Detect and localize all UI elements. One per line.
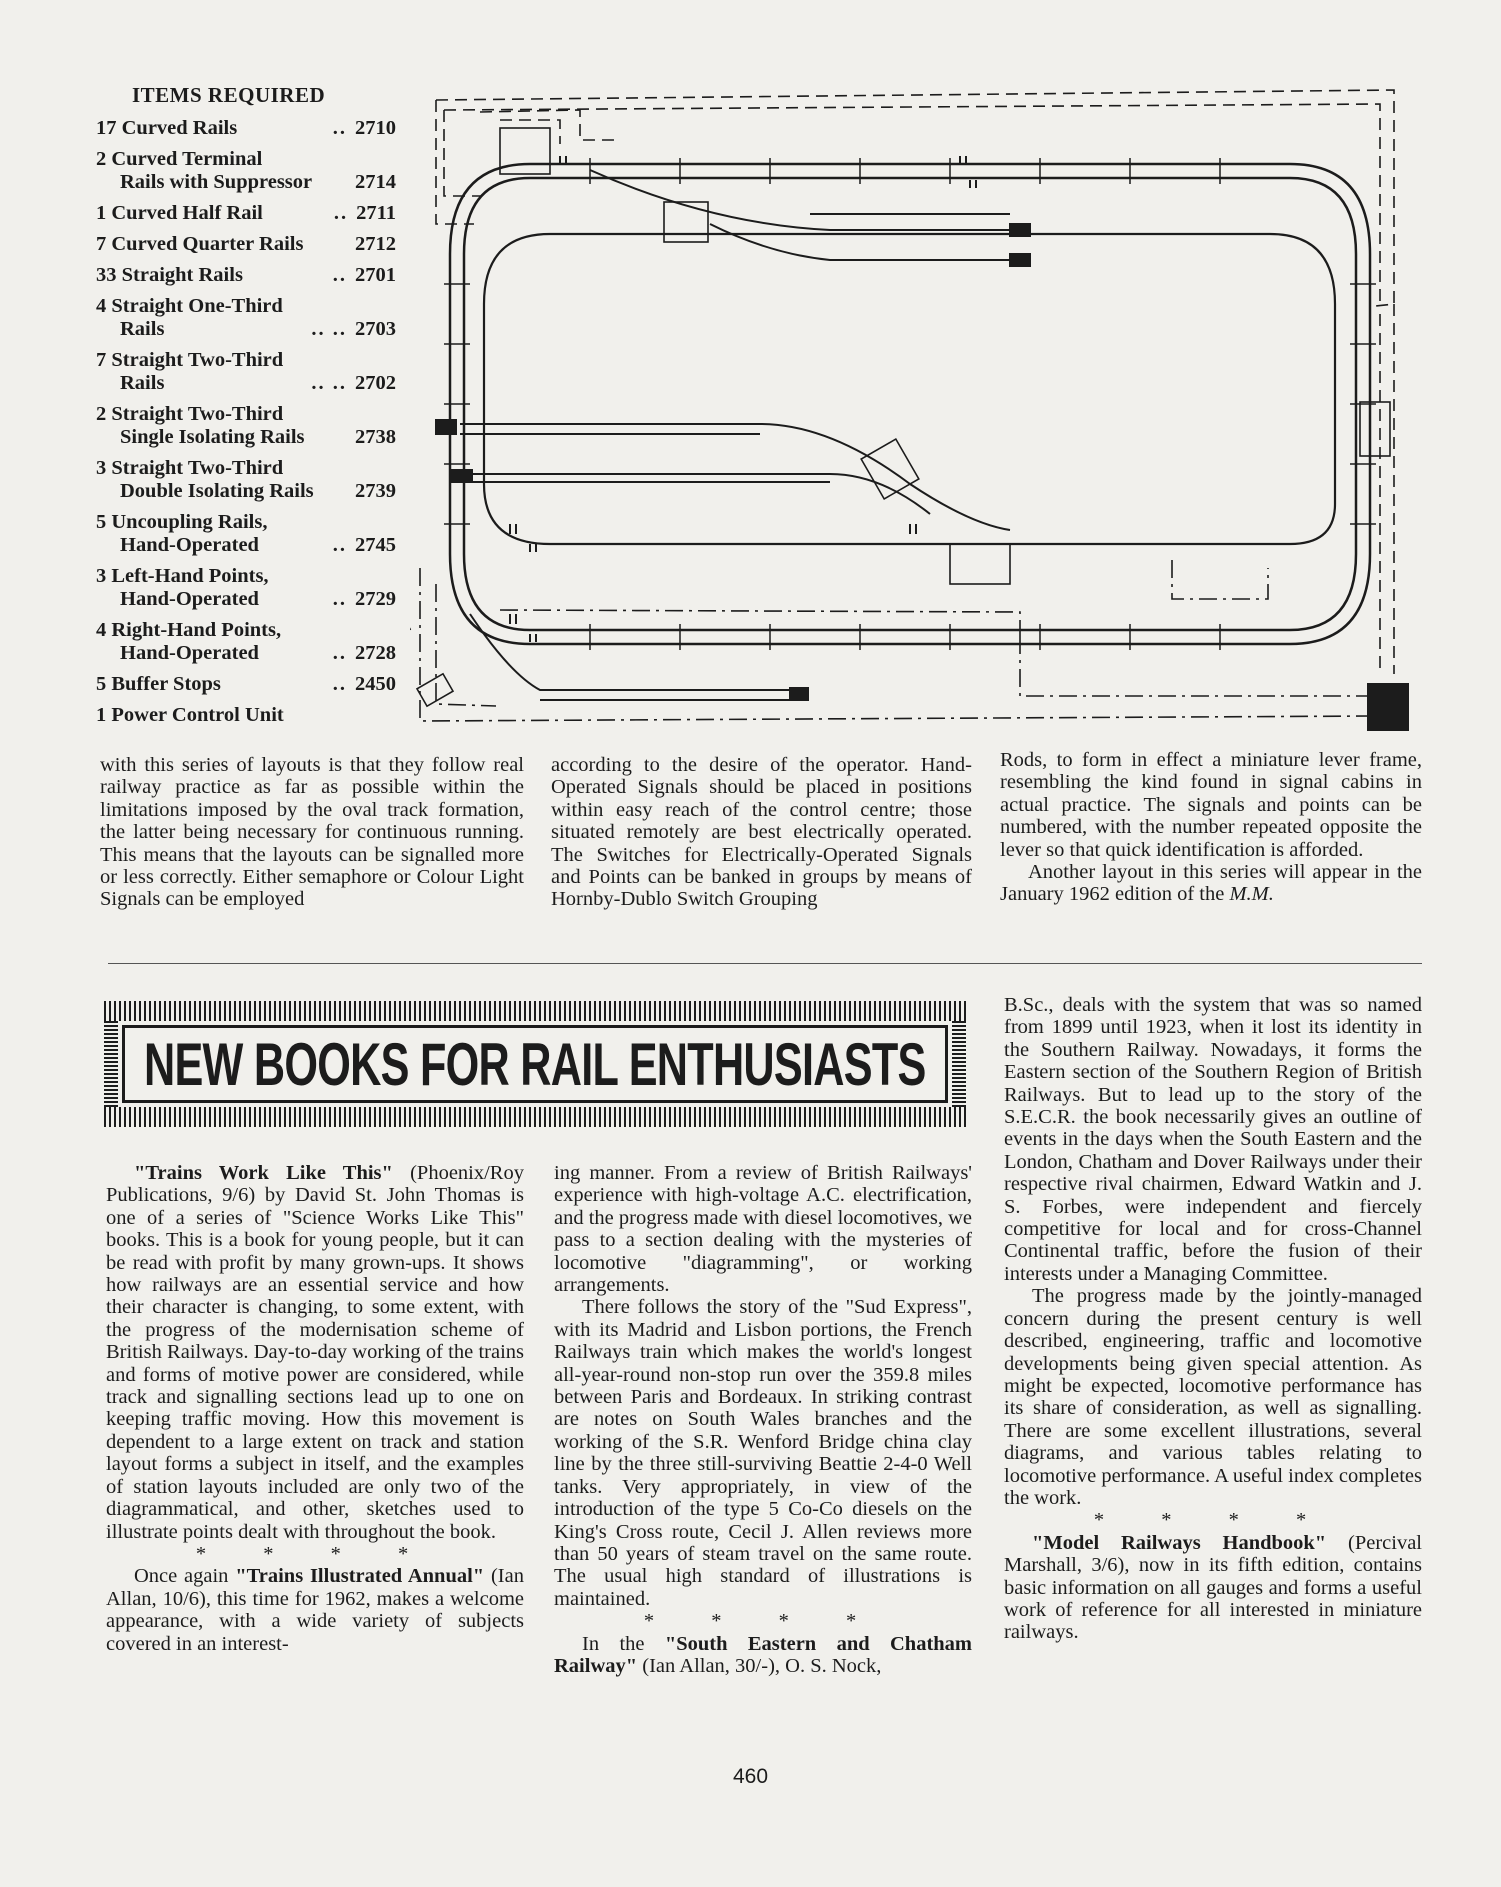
platform-box <box>417 674 453 706</box>
item-line <box>96 295 396 318</box>
item-row <box>96 264 396 287</box>
item-name: 2 Curved Terminal <box>96 148 263 170</box>
item-row <box>96 117 396 140</box>
item-name-cont: Rails <box>120 372 165 394</box>
banner-title <box>122 1025 948 1103</box>
item-dots <box>303 233 355 256</box>
item-code: 2729 <box>355 588 396 610</box>
rail-ties <box>444 158 1376 650</box>
item-name: 5 Buffer Stops <box>96 673 221 695</box>
item-row <box>96 565 396 611</box>
platform-box <box>950 544 1010 584</box>
item-name-cont: Hand-Operated <box>120 588 259 610</box>
item-line <box>96 202 396 225</box>
item-code: 2711 <box>356 202 396 224</box>
isolating-marks <box>510 156 976 642</box>
track-layout-diagram <box>410 84 1420 734</box>
item-code: 2703 <box>355 318 396 340</box>
platform-box <box>664 202 708 242</box>
paragraph <box>106 1162 524 1543</box>
lower-siding <box>470 614 790 700</box>
item-name-cont: Double Isolating Rails <box>120 480 314 502</box>
item-dots: .. <box>332 117 347 139</box>
books-col1 <box>106 1162 524 1655</box>
item-name-cont: Hand-Operated <box>120 642 259 664</box>
text: (Ian Allan, 10/6), this time for 1962, makes a welcome appearance, with a wide variety of subjects covered in an interest- <box>106 1565 524 1655</box>
item-name: 33 Straight Rails <box>96 264 243 286</box>
item-line <box>96 403 396 426</box>
item-name: 3 Straight Two-Third <box>96 457 284 479</box>
item-line <box>96 233 396 256</box>
item-name: 4 Straight One-Third <box>96 295 283 317</box>
item-line <box>96 642 396 665</box>
item-name: 3 Left-Hand Points, <box>96 565 269 587</box>
item-line <box>96 480 396 503</box>
signal-box <box>1360 402 1390 456</box>
item-dots: .. <box>332 673 347 695</box>
buffer-stop <box>790 688 808 700</box>
item-name: 4 Right-Hand Points, <box>96 619 282 641</box>
section-stars: * * * * <box>1093 1509 1333 1532</box>
section-divider <box>108 963 1422 964</box>
paragraph <box>106 1565 524 1655</box>
item-code: 2710 <box>355 117 396 139</box>
banner-stripe <box>104 1001 966 1021</box>
item-line <box>96 511 396 534</box>
buffer-stop <box>452 470 472 482</box>
item-dots: .. <box>332 642 347 664</box>
paragraph: ing manner. From a review of British Railways' experience with high-voltage A.C. electrification, and the progress made with diesel locomotives, we pass to a section dealing with the mysteries of locomotive "diagramming", or working arrangements. <box>554 1162 972 1297</box>
item-line <box>96 534 396 557</box>
item-code: 2738 <box>355 426 396 448</box>
item-row <box>96 202 396 225</box>
items-required-list <box>96 84 396 735</box>
item-line <box>96 565 396 588</box>
item-line <box>96 318 396 341</box>
item-line <box>96 619 396 642</box>
item-name: 7 Curved Quarter Rails <box>96 233 304 255</box>
item-dots: .. <box>332 534 347 556</box>
paragraph: There follows the story of the "Sud Express", with its Madrid and Lisbon portions, the French Railways train which makes the world's longest all-year-round non-stop run over the 359.8 miles between Paris and Bordeaux. In striking contrast are notes on South Wales branches and the working of the S.R. Wenford Bridge china clay line by the three still-surviving Beattie 2-4-0 Well tanks. Very appropriately, in view of the introduction of the type 5 Co-Co diesels on the King's Cross route, Cecil J. Allen reviews more than 50 years of steam travel on the same route. The usual high standard of illustrations is maintained. <box>554 1296 972 1610</box>
item-code: 2450 <box>355 673 396 695</box>
item-line <box>96 426 396 449</box>
item-name: 1 Curved Half Rail <box>96 202 263 224</box>
item-name: 5 Uncoupling Rails, <box>96 511 268 533</box>
item-name-cont: Rails with Suppressor <box>120 171 313 193</box>
item-name-cont: Hand-Operated <box>120 534 259 556</box>
upper-text-col3 <box>1000 749 1422 906</box>
item-name: 1 Power Control Unit <box>96 704 284 726</box>
item-row <box>96 233 396 256</box>
books-col3 <box>1004 994 1422 1644</box>
item-row <box>96 295 396 341</box>
buffer-stop <box>1010 254 1030 266</box>
item-code: 2701 <box>355 264 396 286</box>
inner-oval <box>484 234 1335 544</box>
item-line <box>96 264 396 287</box>
item-line <box>96 171 396 194</box>
item-dots <box>312 171 355 194</box>
item-dots <box>284 704 396 727</box>
item-code: 2728 <box>355 642 396 664</box>
upper-text-col2 <box>551 754 972 911</box>
item-dots: .. .. <box>311 372 347 394</box>
item-dots: .. <box>332 264 347 286</box>
wiring-dotdash <box>420 560 1374 721</box>
text: In the <box>582 1632 665 1655</box>
item-row <box>96 457 396 503</box>
item-name-cont: Single Isolating Rails <box>120 426 305 448</box>
middle-sidings <box>460 424 1010 530</box>
power-control-unit <box>1368 684 1408 730</box>
buffer-stop <box>436 420 456 434</box>
section-stars: * * * * <box>195 1542 435 1565</box>
book-title: "Trains Illustrated Annual" <box>235 1565 485 1588</box>
paragraph: The progress made by the jointly-managed concern during the present century is well described, engineering, traffic and locomotive developments being given special attention. As might be expected, locomotive performance has its share of consideration, as well as signalling. There are some excellent illustrations, several diagrams, and various tables relating to locomotive performance. A useful index completes the work. <box>1004 1285 1422 1509</box>
section-stars: * * * * <box>643 1610 883 1633</box>
paragraph <box>554 1633 972 1678</box>
item-row <box>96 403 396 449</box>
text: Another layout in this series will appear in the January 1962 edition of the <box>1000 861 1422 906</box>
item-dots: .. <box>332 588 347 610</box>
banner-stripe <box>104 1107 966 1127</box>
items-required-title: ITEMS REQUIRED <box>132 83 326 107</box>
banner-title-text: NEW BOOKS FOR RAIL ENTHUSIASTS <box>144 1030 926 1098</box>
section-banner <box>104 1001 966 1127</box>
books-col2 <box>554 1162 972 1677</box>
text: (Percival Marshall, 3/6), now in its fifth edition, contains basic information on all gauges and forms a useful work of reference for all interested in miniature railways. <box>1004 1531 1422 1644</box>
magazine-abbrev: M.M. <box>1229 883 1274 906</box>
upper-sidings <box>590 170 1010 260</box>
item-row <box>96 704 396 727</box>
book-title: "Model Railways Handbook" <box>1032 1531 1327 1554</box>
item-line <box>96 117 396 140</box>
item-line <box>96 457 396 480</box>
item-line <box>96 588 396 611</box>
item-row <box>96 619 396 665</box>
item-line <box>96 372 396 395</box>
buffer-stop <box>1010 224 1030 236</box>
paragraph <box>1000 861 1422 906</box>
item-line <box>96 349 396 372</box>
item-code: 2745 <box>355 534 396 556</box>
item-dots: .. .. <box>311 318 347 340</box>
text: (Ian Allan, 30/-), O. S. Nock, <box>637 1654 882 1677</box>
outer-oval <box>450 164 1370 644</box>
book-title: "Trains Work Like This" <box>134 1162 393 1184</box>
item-code: 2712 <box>355 233 396 255</box>
paragraph: according to the desire of the operator. Hand-Operated Signals should be placed in positions within easy reach of the control centre; those situated remotely are best electrically operated. The Switches for Electrically-Operated Signals and Points can be banked in groups by means of Hornby-Dublo Switch Grouping <box>551 754 972 911</box>
item-dots: .. <box>333 202 349 224</box>
book-title: "South Eastern and Chatham Railway" <box>554 1632 972 1677</box>
item-line <box>96 673 396 696</box>
paragraph <box>1004 1532 1422 1644</box>
paragraph: with this series of layouts is that they follow real railway practice as far as possible within the limitations imposed by the oval track formation, the latter being necessary for continuous running. This means that the layouts can be signalled more or less correctly. Either semaphore or Colour Light Signals can be employed <box>100 754 524 911</box>
item-dots <box>314 480 355 503</box>
item-name: 17 Curved Rails <box>96 117 238 139</box>
page-number: 460 <box>732 1765 769 1788</box>
item-line <box>96 704 396 727</box>
item-name-cont: Rails <box>120 318 165 340</box>
text: (Phoenix/Roy Publications, 9/6) by David St. John Thomas is one of a series of "Science Works Like This" books. This is a book for young people, but it can be read with profit by many grown-ups. It shows how railways are an essential service and how their character is changing, to some extent, with the progress of the modernisation scheme of British Railways. Day-to-day working of the trains and forms of motive power are considered, while track and signalling sections lead up to one on keeping traffic moving. How this movement is dependent to a large extent on track and station layout forms a subject in itself, and the examples of station layouts included are only two of the diagrammatical, and other, sketches used to illustrate points dealt with throughout the book. <box>106 1162 524 1543</box>
paragraph: Rods, to form in effect a miniature lever frame, resembling the kind found in signal cabins in actual practice. The signals and points can be numbered, with the number repeated opposite the lever so that quick identification is afforded. <box>1000 749 1422 861</box>
text: Once again <box>134 1565 236 1588</box>
item-name: 2 Straight Two-Third <box>96 403 284 425</box>
item-code: 2739 <box>355 480 396 502</box>
item-row <box>96 673 396 696</box>
item-code: 2702 <box>355 372 396 394</box>
item-line <box>96 148 396 171</box>
items-rows <box>96 117 396 727</box>
upper-text-col1 <box>100 754 524 911</box>
item-row <box>96 148 396 194</box>
item-name: 7 Straight Two-Third <box>96 349 284 371</box>
item-dots <box>305 426 355 449</box>
item-row <box>96 349 396 395</box>
paragraph: B.Sc., deals with the system that was so named from 1899 until 1923, when it lost its identity in the Southern Railway. Nowadays, it forms the Eastern section of the Southern Region of British Railways. But to lead up to the story of the S.E.C.R. the book necessarily gives an outline of events in the days when the South Eastern and the London, Chatham and Dover Railways under their respective rival chairmen, Edward Watkin and J. S. Forbes, were independent and fiercely competitive for local and for cross-Channel Continental traffic, before the fusion of their interests under a Managing Committee. <box>1004 994 1422 1285</box>
item-code: 2714 <box>355 171 396 193</box>
item-row <box>96 511 396 557</box>
banner-stripe <box>952 1021 966 1107</box>
banner-stripe <box>104 1021 118 1107</box>
